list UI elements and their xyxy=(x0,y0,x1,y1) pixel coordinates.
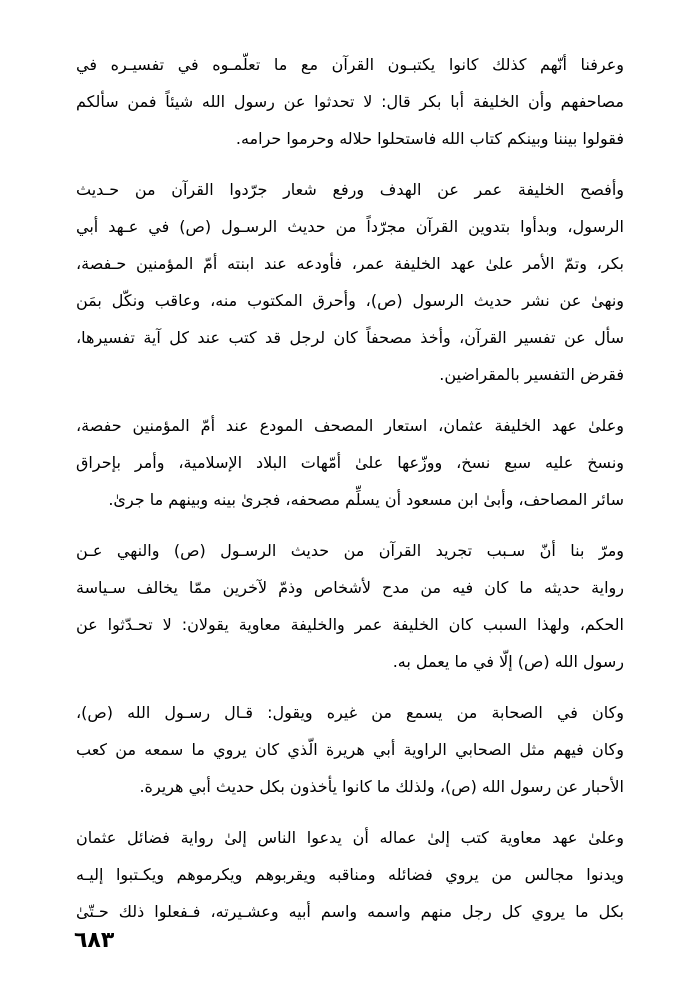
text-line: الأحبار عن رسول الله (ص)، ولذلك ما كانوا يأخذون بكل حديث أبي هريرة. xyxy=(139,777,624,796)
text-line: رواية حديثه ما كان فيه من مدح لأشخاص وذمّ لآخرين ممّا يخالف سـياسة xyxy=(76,578,624,597)
text-line: وعرفنا أنّهم كذلك كانوا يكتبـون القرآن مع ما تعلّمـوه في تفسيـره في xyxy=(76,55,624,74)
paragraph-gap xyxy=(76,680,624,694)
paragraph-5 xyxy=(76,694,624,805)
text-line: الحكم، ولهذا السبب كان الخليفة عمر والخليفة معاوية يقولان: لا تحـدّثوا عن xyxy=(76,615,624,634)
text-line: وعلىٰ عهد الخليفة عثمان، استعار المصحف المودع عند أمّ المؤمنين حفصة، xyxy=(76,416,624,435)
page-number: ٦٨٣ xyxy=(74,928,115,953)
paragraph-gap xyxy=(76,393,624,407)
text-line: ويدنوا مجالس من يروي فضائله ومناقبه ويقربوهم ويكرموهم ويكـتبوا إليـه xyxy=(76,865,624,884)
paragraph-gap xyxy=(76,518,624,532)
paragraph-gap xyxy=(76,805,624,819)
text-line: فقرض التفسير بالمقراضين. xyxy=(439,365,624,384)
text-line: ونسخ عليه سبع نسخ، ووزّعها علىٰ أمّهات البلاد الإسلامية، وأمر بإحراق xyxy=(76,453,624,472)
paragraph-2 xyxy=(76,171,624,393)
text-line: فقولوا بيننا وبينكم كتاب الله فاستحلوا حلاله وحرموا حرامه. xyxy=(235,129,624,148)
text-line: ونهىٰ عن نشر حديث الرسول (ص)، وأحرق المكتوب منه، وعاقب ونكّل بمَن xyxy=(76,291,624,310)
text-line: بكر، وتمّ الأمر علىٰ عهد الخليفة عمر، فأودعه عند ابنته أمّ المؤمنين حـفصة، xyxy=(76,254,624,273)
paragraph-3 xyxy=(76,407,624,518)
text-line: وعلىٰ عهد معاوية كتب إلىٰ عماله أن يدعوا الناس إلىٰ رواية فضائل عثمان xyxy=(76,828,624,847)
paragraph-1 xyxy=(76,46,624,157)
paragraph-6 xyxy=(76,819,624,930)
text-line: ومرّ بنا أنّ سـبب تجريد القرآن من حديث الرسـول (ص) والنهي عـن xyxy=(76,541,624,560)
text-line: وكان فيهم مثل الصحابي الراوية أبي هريرة الّذي كان يروي ما سمعه من كعب xyxy=(76,740,624,759)
paragraph-4 xyxy=(76,532,624,680)
text-line: رسول الله (ص) إلّا في ما يعمل به. xyxy=(392,652,624,671)
text-line: سأل عن تفسير القرآن، وأخذ مصحفاً كان لرجل قد كتب عند كل آية تفسيرها، xyxy=(76,328,624,347)
text-line: بكل ما يروي كل رجل منهم واسمه واسم أبيه وعشـيرته، فـفعلوا ذلك حـتّىٰ xyxy=(76,902,624,921)
body-text xyxy=(76,46,624,930)
paragraph-gap xyxy=(76,157,624,171)
text-line: الرسول، وبدأوا بتدوين القرآن مجرّداً من حديث الرسـول (ص) في عـهد أبي xyxy=(76,217,624,236)
text-line: وأفصح الخليفة عمر عن الهدف ورفع شعار جرّدوا القرآن من حـديث xyxy=(76,180,624,199)
text-line: وكان في الصحابة من يسمع من غيره ويقول: قـال رسـول الله (ص)، xyxy=(76,703,624,722)
text-line: سائر المصاحف، وأبىٰ ابن مسعود أن يسلِّم مصحفه، فجرىٰ بينه وبينهم ما جرىٰ. xyxy=(108,490,624,509)
text-line: مصاحفهم وأن الخليفة أبا بكر قال: لا تحدثوا عن رسول الله شيئاً فمن سألكم xyxy=(76,92,624,111)
